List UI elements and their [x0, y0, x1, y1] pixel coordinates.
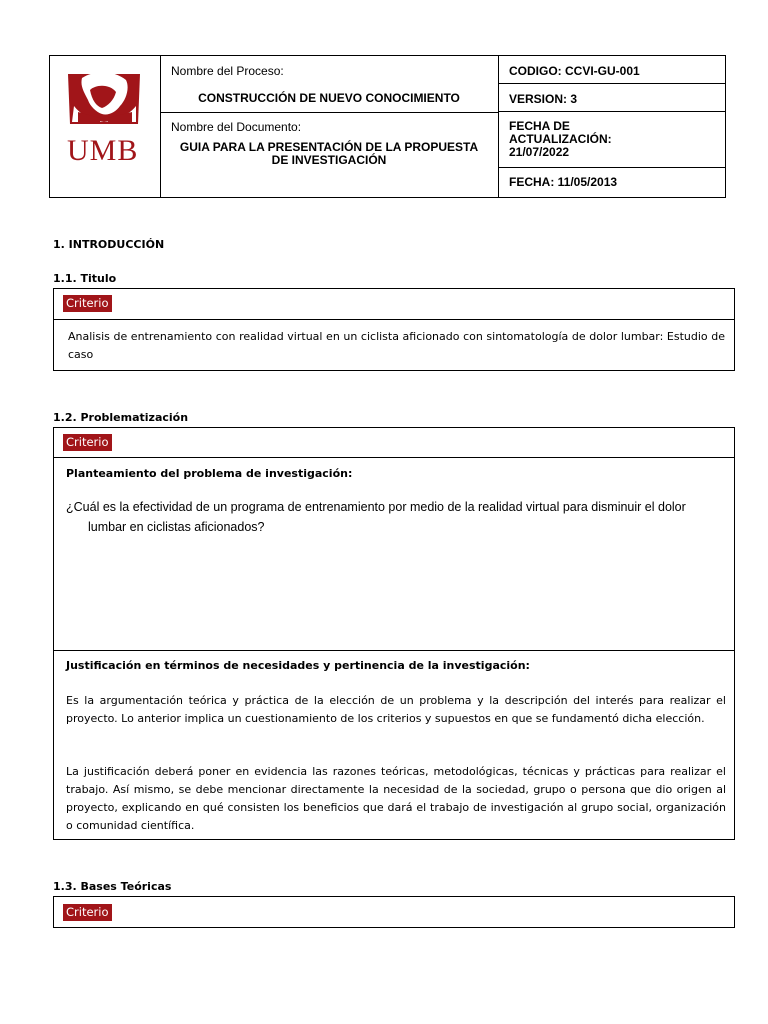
logo-text: UMB: [67, 134, 139, 167]
divider: [54, 457, 734, 458]
intro-heading: 1. INTRODUCCIÓN: [53, 238, 165, 251]
logo-cell: [50, 56, 161, 197]
proceso-label: Nombre del Proceso:: [171, 64, 284, 78]
codigo: CODIGO: CCVI-GU-001: [509, 64, 640, 78]
titulo-heading: 1.1. Titulo: [53, 272, 117, 285]
problematizacion-heading: 1.2. Problematización: [53, 411, 189, 424]
divider: [54, 650, 734, 651]
justificacion-heading: Justificación en términos de necesidades y pertinencia de la investigación:: [66, 659, 530, 672]
criterio-tag: Criterio: [63, 295, 112, 312]
problematizacion-box: [53, 427, 735, 840]
pregunta-line1: ¿Cuál es la efectividad de un programa de entrenamiento por medio de la realidad virtual para disminuir el dolor: [66, 500, 686, 514]
justificacion-p2: La justificación deberá poner en evidencia las razones teóricas, metodológicas, técnicas y prácticas para realizar el trabajo. Así mismo, se debe mencionar directamente la necesidad de la sociedad, grupo o persona que dio origen al proyecto, explicando en qué consisten los beneficios que dará el trabajo de investigación al grupo social, organización o comunidad científica.: [66, 765, 726, 832]
fecha-act-line3: 21/07/2022: [509, 145, 570, 159]
criterio-tag: Criterio: [63, 904, 112, 921]
documento-value-line1: GUIA PARA LA PRESENTACIÓN DE LA PROPUESTA: [179, 140, 479, 154]
bases-box: [53, 896, 735, 928]
pregunta-line2: lumbar en ciclistas aficionados?: [88, 520, 265, 534]
proceso-value: CONSTRUCCIÓN DE NUEVO CONOCIMIENTO: [198, 91, 460, 105]
fecha-actualizacion-cell: [498, 112, 725, 168]
planteamiento-heading: Planteamiento del problema de investigación:: [66, 467, 353, 480]
codigo-cell: [498, 56, 725, 84]
fecha: FECHA: 11/05/2013: [509, 175, 618, 189]
version: VERSION: 3: [509, 92, 578, 106]
titulo-text: Analisis de entrenamiento con realidad virtual en un ciclista aficionado con sintomatología de dolor lumbar: Estudio de caso: [68, 330, 725, 361]
umb-logo: [50, 56, 160, 197]
fecha-cell: [498, 168, 725, 197]
proceso-cell: [160, 56, 499, 113]
fecha-act-line1: FECHA DE: [509, 119, 570, 133]
documento-cell: [160, 112, 499, 197]
divider: [54, 319, 734, 320]
version-cell: [498, 84, 725, 112]
criterio-tag: Criterio: [63, 434, 112, 451]
documento-label: Nombre del Documento:: [171, 120, 302, 134]
documento-value-line2: DE INVESTIGACIÓN: [271, 153, 387, 167]
justificacion-p1: Es la argumentación teórica y práctica de la elección de un problema y la descripción del interés para realizar el proyecto. Lo anterior implica un cuestionamiento de los criterios y supuestos en que se fundamentó dicha elección.: [66, 694, 726, 725]
bases-heading: 1.3. Bases Teóricas: [53, 880, 172, 893]
fecha-act-line2: ACTUALIZACIÓN:: [509, 132, 612, 146]
titulo-box: [53, 288, 735, 371]
document-header-table: [49, 55, 726, 198]
